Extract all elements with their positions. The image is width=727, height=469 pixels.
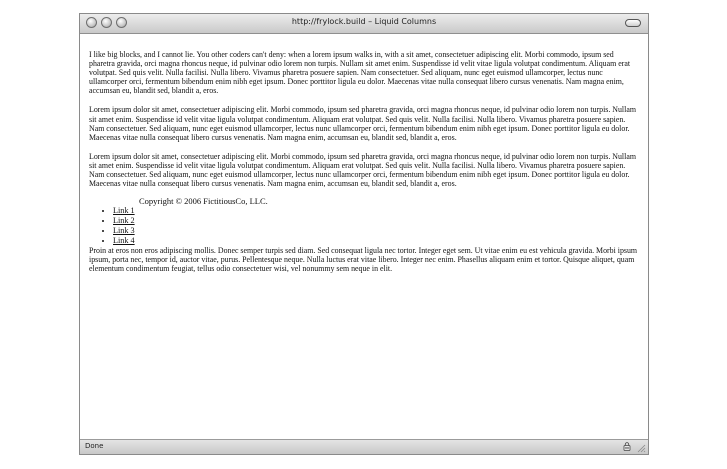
list-item <box>113 226 639 236</box>
paragraph-1: I like big blocks, and I cannot lie. You other coders can't deny: when a lorem ipsum walks in, with a sit amet, consectetuer adipiscing elit. Morbi commodo, ipsum sed pharetra gravida, orci magna rhoncus neque, id pulvinar odio lorem non turpis. Nullam sit amet enim. Suspendisse id velit vitae ligula volutpat condimentum. Aliquam erat volutpat. Sed quis velit. Nulla facilisi. Nulla libero. Vivamus pharetra posuere sapien. Nam consectetuer. Sed aliquam, nunc eget euismod ullamcorper, lectus nunc ullamcorper orci, fermentum bibendum enim nibh eget ipsum. Donec porttitor ligula eu dolor. Maecenas vitae nulla consequat libero cursus venenatis. Nam magna enim, accumsan eu, blandit sed, blandit a, eros. <box>89 50 631 96</box>
page-content <box>89 50 639 284</box>
link-1[interactable]: Link 1 <box>113 206 135 216</box>
lock-icon[interactable] <box>623 442 631 451</box>
footer-block <box>89 196 639 246</box>
status-text: Done <box>85 442 104 450</box>
link-2[interactable]: Link 2 <box>113 216 135 226</box>
list-item <box>113 216 639 226</box>
window-title: http://frylock.build – Liquid Columns <box>291 17 437 26</box>
link-list <box>89 206 639 246</box>
browser-window <box>79 13 649 455</box>
list-item <box>113 236 639 246</box>
link-4[interactable]: Link 4 <box>113 236 135 246</box>
title-bar[interactable] <box>80 14 648 34</box>
status-bar <box>80 439 648 454</box>
list-item <box>113 206 639 216</box>
paragraph-4: Proin at eros non eros adipiscing mollis. Donec semper turpis sed diam. Sed consequat ligula nec tortor. Integer eget sem. Ut vitae enim eu est vehicula gravida. Morbi ipsum ipsum, porta nec, tempor id, auctor vitae, purus. Pellentesque neque. Nulla luctus erat vitae libero. Integer nec enim. Phasellus aliquam enim et tortor. Quisque aliquet, quam elementum condimentum feugiat, tellus odio consectetuer wisi, vel nonummy sem neque in elit. <box>89 246 638 274</box>
toolbar-toggle-icon[interactable] <box>625 19 641 27</box>
paragraph-3: Lorem ipsum dolor sit amet, consectetuer adipiscing elit. Morbi commodo, ipsum sed pharetra gravida, orci magna rhoncus neque, id pulvinar odio lorem non turpis. Nullam sit amet enim. Suspendisse id velit vitae ligula volutpat condimentum. Aliquam erat volutpat. Sed quis velit. Nulla facilisi. Nulla libero. Vivamus pharetra posuere sapien. Nam consectetuer. Sed aliquam, nunc eget euismod ullamcorper, lectus nunc ullamcorper orci, fermentum bibendum enim nibh eget ipsum. Donec porttitor ligula eu dolor. Maecenas vitae nulla consequat libero cursus venenatis. Nam magna enim, accumsan eu, blandit sed, blandit a, eros. <box>89 151 636 189</box>
resize-grip-icon[interactable] <box>636 443 646 453</box>
copyright-text: Copyright © 2006 FictitiousCo, LLC. <box>139 196 268 207</box>
link-3[interactable]: Link 3 <box>113 226 135 236</box>
paragraph-2: Lorem ipsum dolor sit amet, consectetuer adipiscing elit. Morbi commodo, ipsum sed pharetra gravida, orci magna rhoncus neque, id pulvinar odio lorem non turpis. Nullam sit amet enim. Suspendisse id velit vitae ligula volutpat condimentum. Aliquam erat volutpat. Sed quis velit. Nulla facilisi. Nulla libero. Vivamus pharetra posuere sapien. Nam consectetuer. Sed aliquam, nunc eget euismod ullamcorper, lectus nunc ullamcorper orci, fermentum bibendum enim nibh eget ipsum. Donec porttitor ligula eu dolor. Maecenas vitae nulla consequat libero cursus venenatis. Nam magna enim, accumsan eu, blandit sed, blandit a, eros. <box>89 105 636 142</box>
